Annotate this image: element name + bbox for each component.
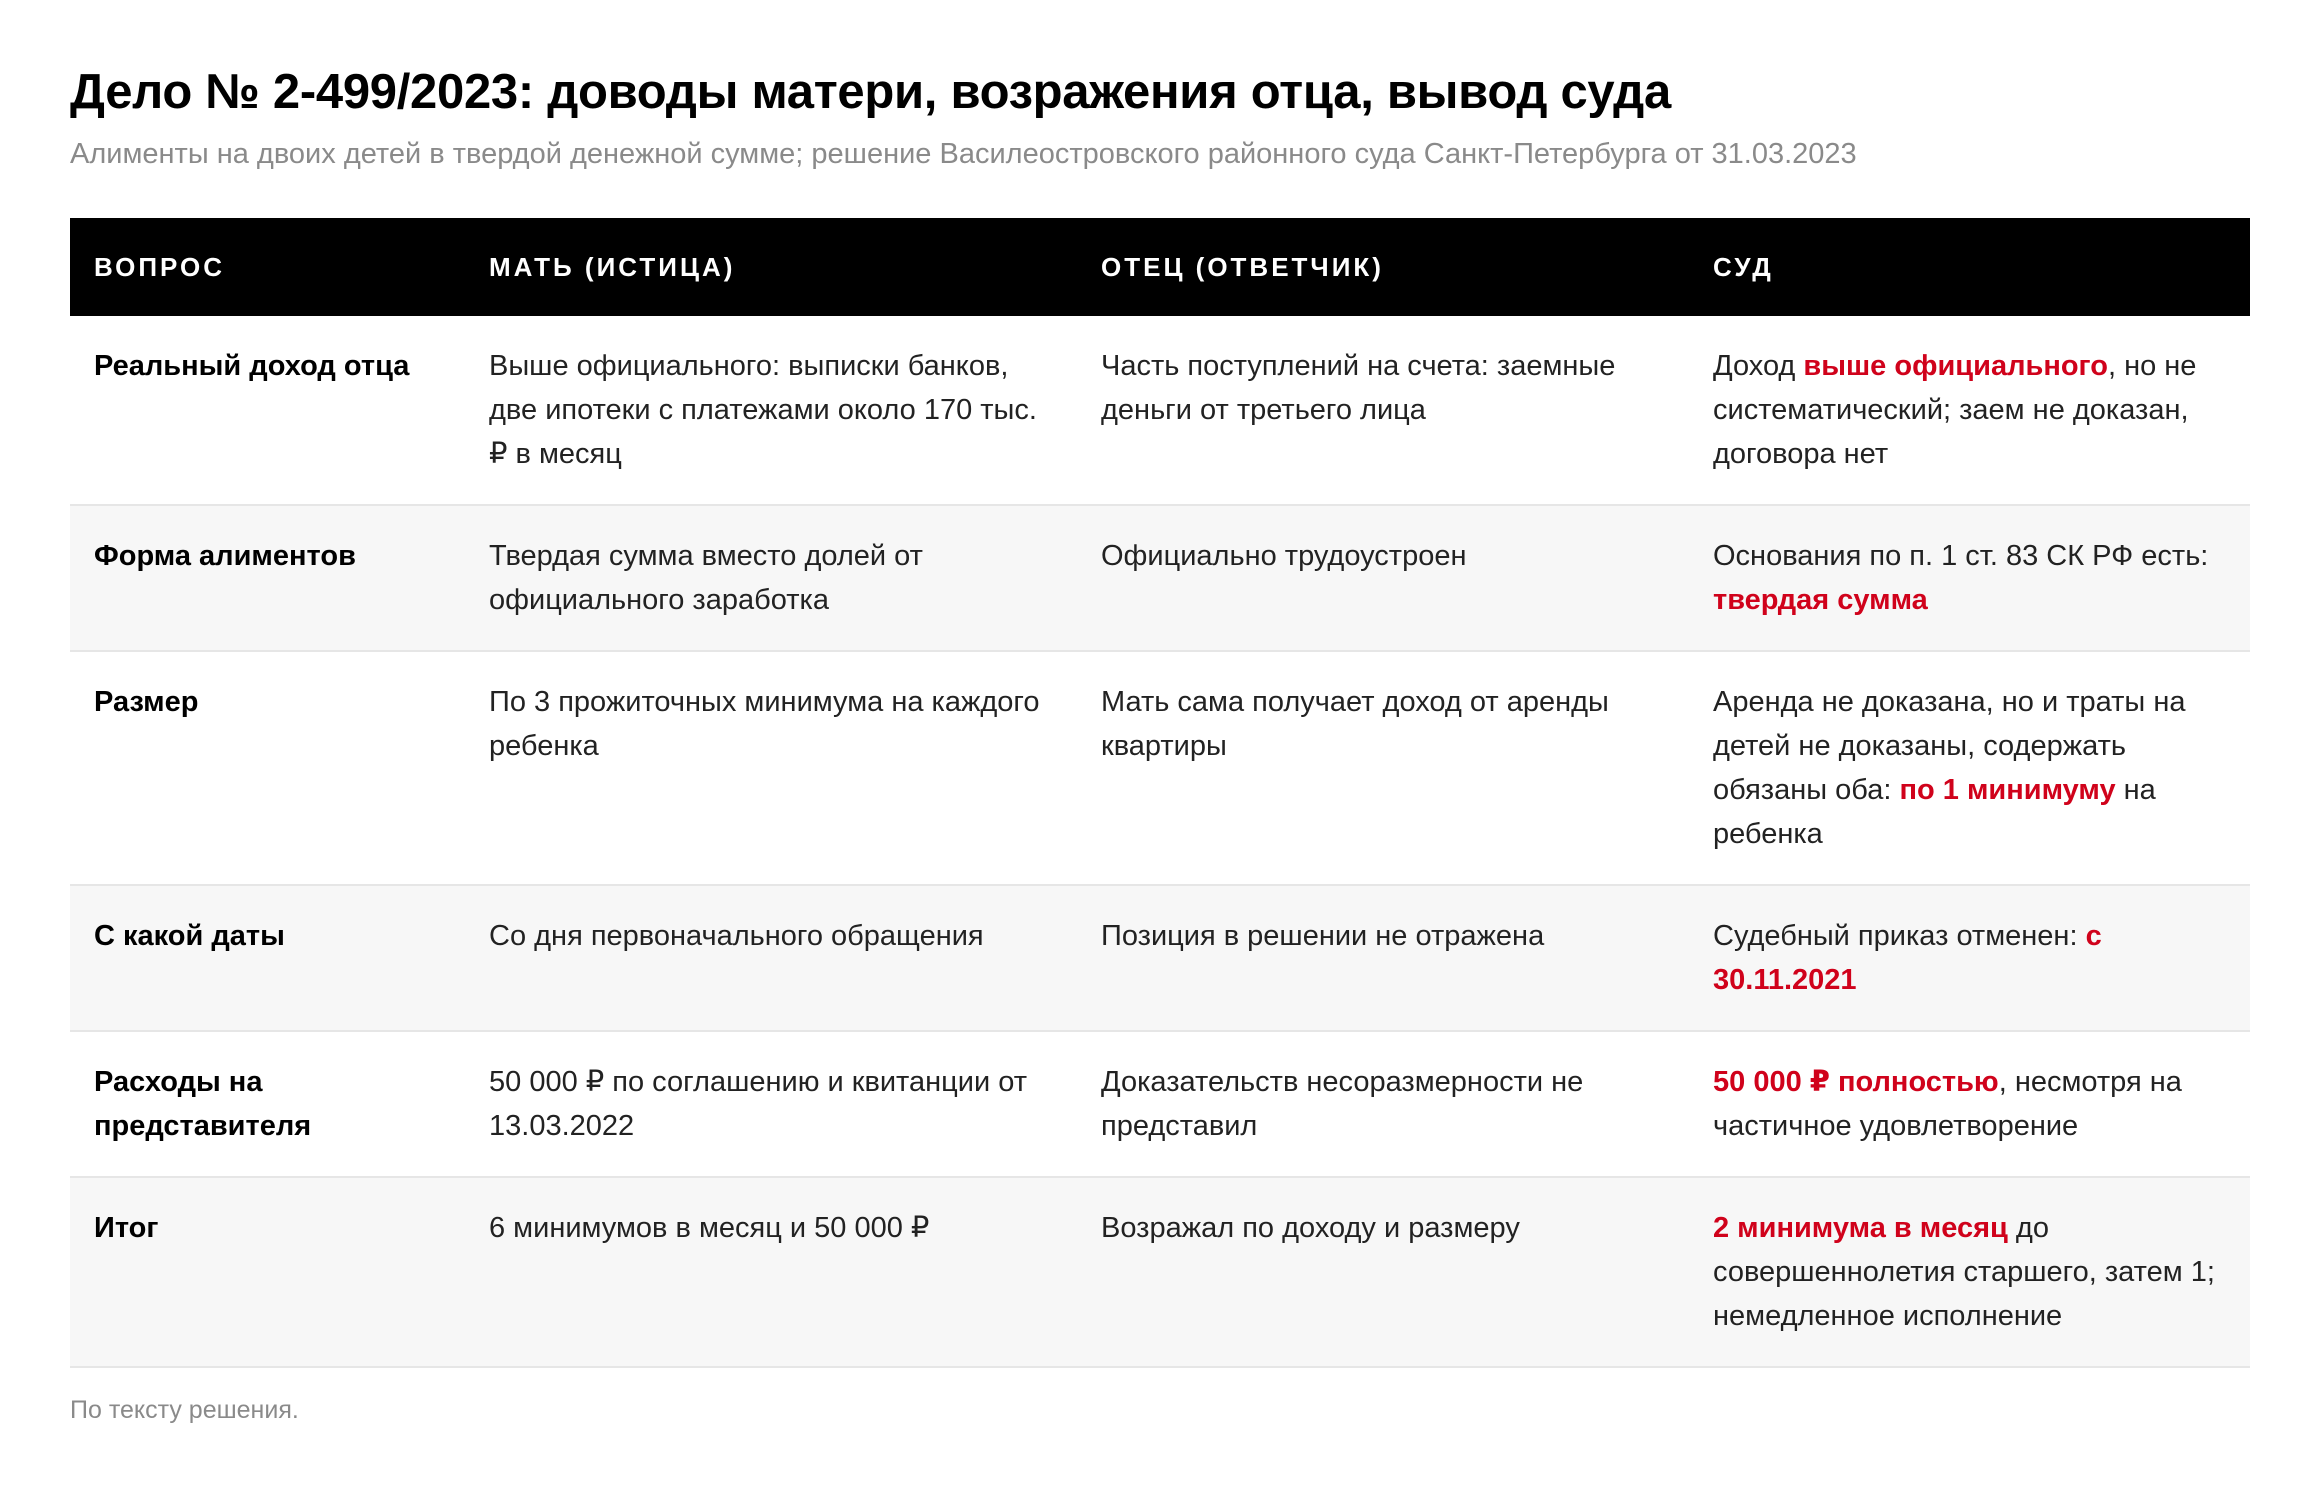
row-father-position: Возражал по доходу и размеру bbox=[1077, 1177, 1689, 1367]
table-row bbox=[70, 316, 2250, 505]
page-subtitle: Алименты на двоих детей в твердой денежной сумме; решение Василеостровского районного суда Санкт-Петербурга от 31.03.2023 bbox=[70, 138, 1857, 170]
row-father-position: Часть поступлений на счета: заемные деньги от третьего лица bbox=[1077, 316, 1689, 505]
table-row bbox=[70, 885, 2250, 1031]
column-header-mother: МАТЬ (ИСТИЦА) bbox=[465, 218, 1077, 316]
column-header-question: ВОПРОС bbox=[70, 218, 465, 316]
court-highlight: по 1 минимуму bbox=[1899, 774, 2116, 806]
row-question: Расходы на представителя bbox=[70, 1031, 465, 1177]
row-mother-position: Выше официального: выписки банков, две ипотеки с платежами около 170 тыс. ₽ в месяц bbox=[465, 316, 1077, 505]
court-text-before: Судебный приказ отменен: bbox=[1713, 920, 2086, 952]
table-row bbox=[70, 505, 2250, 651]
footnote: По тексту решения. bbox=[70, 1396, 299, 1424]
row-question: Размер bbox=[70, 651, 465, 885]
column-header-court: СУД bbox=[1689, 218, 2250, 316]
row-court-conclusion bbox=[1689, 885, 2250, 1031]
court-text-after: до совершеннолетия старшего, затем 1; немедленное исполнение bbox=[1713, 1212, 2215, 1332]
table-row bbox=[70, 651, 2250, 885]
court-text-after: на ребенка bbox=[1713, 774, 2156, 850]
table-row bbox=[70, 1031, 2250, 1177]
table-header bbox=[70, 218, 2250, 316]
row-question: Форма алиментов bbox=[70, 505, 465, 651]
row-question: Реальный доход отца bbox=[70, 316, 465, 505]
row-mother-position: Твердая сумма вместо долей от официального заработка bbox=[465, 505, 1077, 651]
court-highlight: с 30.11.2021 bbox=[1713, 920, 2102, 996]
row-mother-position: Со дня первоначального обращения bbox=[465, 885, 1077, 1031]
row-question: Итог bbox=[70, 1177, 465, 1367]
row-father-position: Доказательств несоразмерности не представил bbox=[1077, 1031, 1689, 1177]
row-court-conclusion bbox=[1689, 1031, 2250, 1177]
court-highlight: 2 минимума в месяц bbox=[1713, 1212, 2008, 1244]
row-court-conclusion bbox=[1689, 1177, 2250, 1367]
row-question: С какой даты bbox=[70, 885, 465, 1031]
page-title: Дело № 2-499/2023: доводы матери, возражения отца, вывод суда bbox=[70, 65, 1671, 119]
row-court-conclusion bbox=[1689, 316, 2250, 505]
court-highlight: выше официального bbox=[1803, 350, 2108, 382]
row-father-position: Официально трудоустроен bbox=[1077, 505, 1689, 651]
court-text-after: , но не систематический; заем не доказан, договора нет bbox=[1713, 350, 2197, 470]
comparison-table bbox=[70, 218, 2250, 1368]
row-mother-position: 50 000 ₽ по соглашению и квитанции от 13.03.2022 bbox=[465, 1031, 1077, 1177]
court-text-after: , несмотря на частичное удовлетворение bbox=[1713, 1066, 2182, 1142]
row-father-position: Позиция в решении не отражена bbox=[1077, 885, 1689, 1031]
court-highlight: твердая сумма bbox=[1713, 584, 1928, 616]
court-highlight: 50 000 ₽ полностью bbox=[1713, 1066, 1999, 1098]
row-court-conclusion bbox=[1689, 651, 2250, 885]
row-father-position: Мать сама получает доход от аренды квартиры bbox=[1077, 651, 1689, 885]
court-text-before: Основания по п. 1 ст. 83 СК РФ есть: bbox=[1713, 540, 2209, 572]
row-mother-position: 6 минимумов в месяц и 50 000 ₽ bbox=[465, 1177, 1077, 1367]
row-mother-position: По 3 прожиточных минимума на каждого ребенка bbox=[465, 651, 1077, 885]
court-text-before: Аренда не доказана, но и траты на детей не доказаны, содержать обязаны оба: bbox=[1713, 686, 2186, 806]
table-row bbox=[70, 1177, 2250, 1367]
column-header-father: ОТЕЦ (ОТВЕТЧИК) bbox=[1077, 218, 1689, 316]
row-court-conclusion bbox=[1689, 505, 2250, 651]
table-body bbox=[70, 316, 2250, 1367]
court-text-before: Доход bbox=[1713, 350, 1804, 382]
header-row bbox=[70, 218, 2250, 316]
